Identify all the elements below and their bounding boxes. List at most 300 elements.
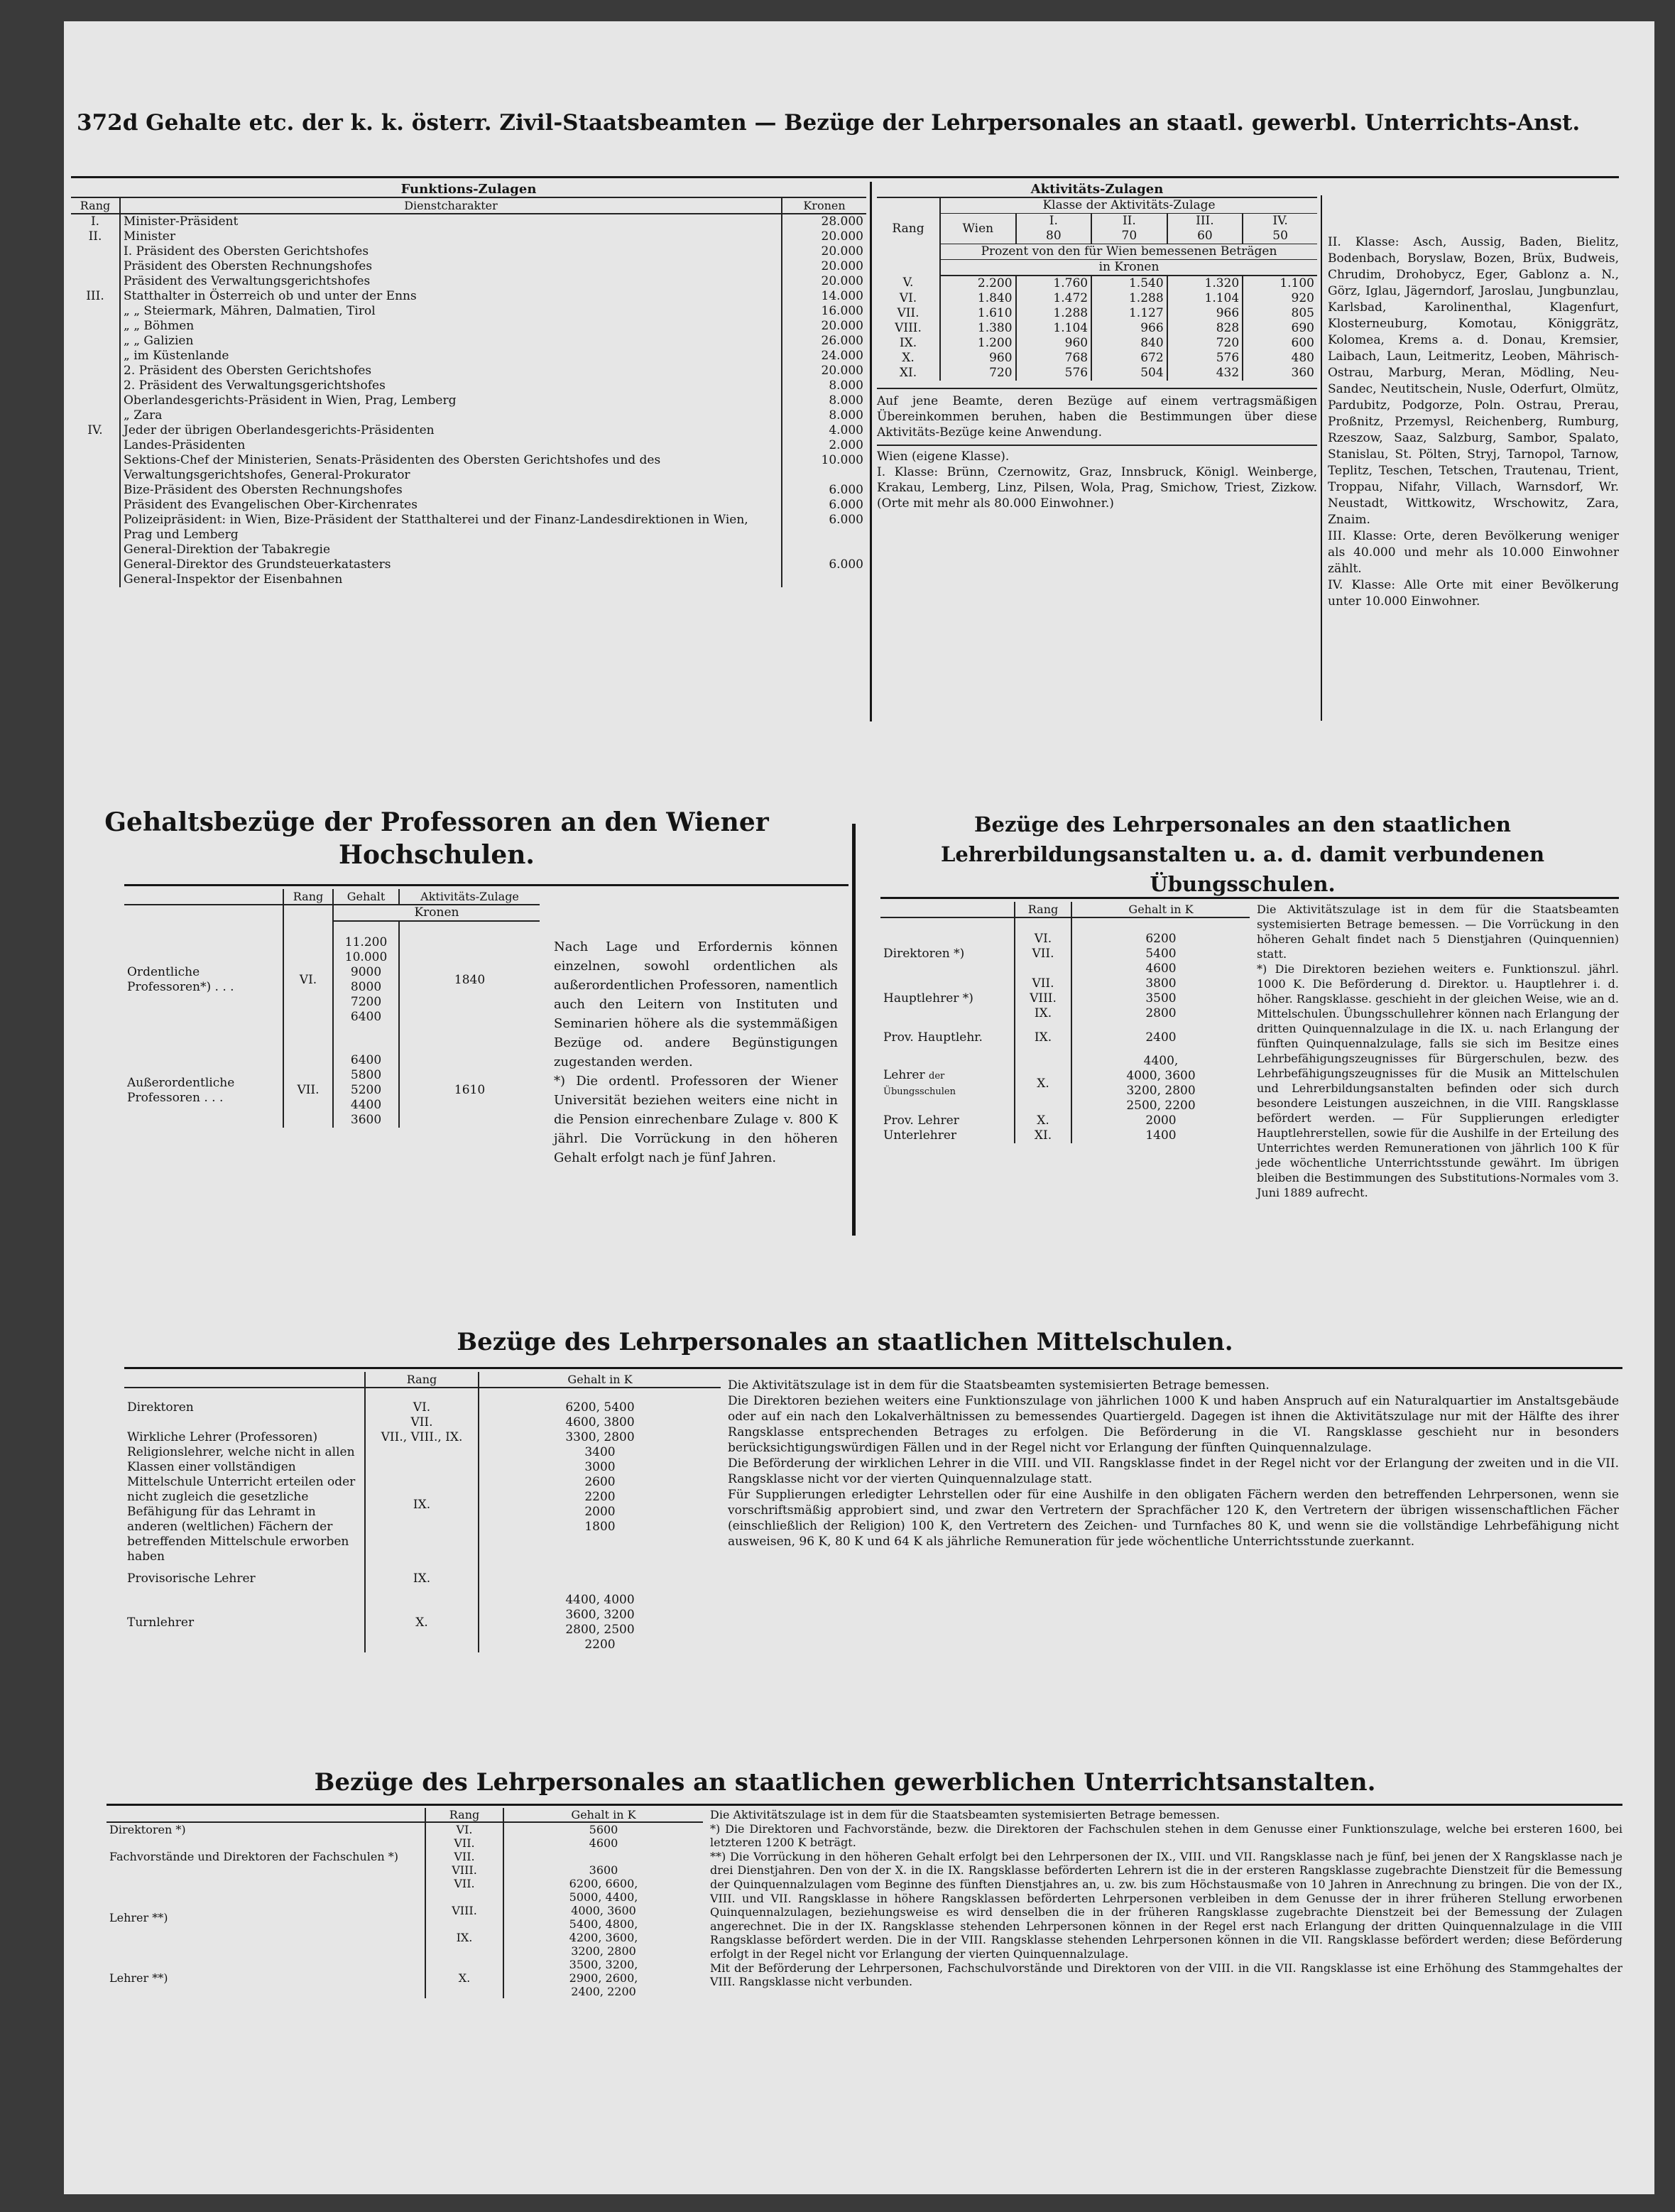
akt-value-cell: 966 [1091, 321, 1167, 336]
dienst-cell: Landes-Präsidenten [120, 438, 782, 453]
akt-value-cell: 432 [1167, 366, 1243, 381]
rang-cell [71, 438, 120, 453]
rang-cell [71, 378, 120, 393]
rang-cell [71, 364, 120, 378]
akt-class-4: IV. [1243, 214, 1317, 229]
table-row [71, 334, 866, 349]
rang-cell [71, 572, 120, 587]
kronen-cell [782, 572, 866, 587]
lba-dir-val: 5400 [1145, 947, 1177, 961]
mittel-religion-val: 2200 [584, 1490, 616, 1504]
mittel-turn-val: 4400, 4000 [565, 1593, 635, 1607]
gewerb-rows [107, 1822, 703, 1877]
mittel-rang-cell: VII. [365, 1415, 479, 1430]
lba-prov-haupt-rang: IX. [1015, 1021, 1071, 1054]
gewerb-col-rang: Rang [425, 1808, 503, 1822]
prof-ord-val: 6400 [350, 1010, 382, 1024]
table-row [107, 1850, 703, 1863]
mittel-val-cell: 4600, 3800 [479, 1415, 721, 1430]
dienst-cell: Minister-Präsident [120, 214, 782, 229]
lba-prov-haupt: Prov. Hauptlehr. [883, 1030, 983, 1045]
lba-title: Bezüge des Lehrpersonales an den staatlichen Lehrerbildungsanstalten u. a. d. damit verbundenen Übungsschulen. [940, 812, 1545, 896]
rang-cell [71, 453, 120, 483]
lba-prov-haupt-val: 2400 [1071, 1021, 1250, 1054]
prof-aord-val: 5200 [350, 1083, 382, 1097]
rang-cell [71, 349, 120, 364]
lba-notes [1257, 902, 1619, 1200]
lba-prov-lehrer-rang: X. [1037, 1113, 1049, 1128]
akt-value-cell: 2.200 [940, 276, 1016, 291]
lba-prov-lehrer-val: 2000 [1145, 1113, 1177, 1128]
akt-value-cell: 768 [1016, 351, 1092, 366]
akt-class-2: II. [1091, 214, 1167, 229]
akt-value-cell: 828 [1167, 321, 1243, 336]
lba-col-gehalt: Gehalt in K [1071, 902, 1250, 917]
gewerb-lehrer2: Lehrer **) [109, 1971, 168, 1985]
dienst-cell: „ „ Steiermark, Mähren, Dalmatien, Tirol [120, 304, 782, 319]
prof-ord-gehalt [333, 935, 399, 1025]
dienst-cell: Sektions-Chef der Ministerien, Senats-Präsidenten des Obersten Gerichtshofes und des Verwaltungsgerichtshofes, General-Prokurator [120, 453, 782, 483]
lba-lehrer-val: 4400, [1143, 1054, 1179, 1068]
rang-cell [71, 557, 120, 572]
lba-rule [880, 897, 1619, 899]
gewerb-lehrer1-val: 5000, 4400, [569, 1890, 638, 1904]
gewerb-lehrer1: Lehrer **) [109, 1910, 168, 1924]
mittel-note1: Die Aktivitätszulage ist in dem für die Staatsbeamten systemisierten Betrage bemessen. [728, 1378, 1270, 1393]
gewerb-val-cell: 5600 [503, 1822, 703, 1836]
gewerb-lehrer1-rang: VIII. [452, 1904, 477, 1917]
prof-table [124, 889, 540, 1128]
lba-dir-val: 6200 [1145, 932, 1177, 946]
header-rule [71, 176, 1619, 178]
mittel-label-cell [124, 1415, 365, 1430]
akt-prozent: Prozent von den für Wien bemessenen Beträgen [940, 244, 1317, 260]
lba-haupt-val: 3500 [1145, 991, 1177, 1006]
gewerb-lehrer2-val: 3500, 3200, [569, 1958, 638, 1971]
akt-wien-label: Wien [940, 214, 1016, 244]
dienst-cell: Präsident des Verwaltungsgerichtshofes [120, 274, 782, 289]
gewerb-label-cell: Direktoren *) [109, 1823, 186, 1836]
table-row [71, 364, 866, 378]
table-row [124, 1400, 721, 1415]
akt-value-cell: 1.840 [940, 291, 1016, 306]
rang-cell [71, 513, 120, 543]
rang-cell [71, 498, 120, 513]
kronen-cell: 14.000 [782, 289, 866, 304]
table-row [107, 1863, 703, 1877]
akt-wien-4: 50 [1243, 229, 1317, 244]
dienst-cell: General-Direktor des Grundsteuerkatasters [120, 557, 782, 572]
dienst-cell: Jeder der übrigen Oberlandesgerichts-Präsidenten [120, 423, 782, 438]
dienst-cell: „ Zara [120, 408, 782, 423]
gewerb-lehrer1-val: 6200, 6600, [569, 1877, 638, 1890]
lba-dir-rang: VII. [1032, 947, 1054, 961]
akt-value-cell: 1.127 [1091, 306, 1167, 321]
dienst-cell: Präsident des Evangelischen Ober-Kirchenrates [120, 498, 782, 513]
gewerb-note1: Die Aktivitätszulage ist in dem für die Staatsbeamten systemisierten Betrage bemessen. [710, 1808, 1220, 1821]
kronen-cell: 4.000 [782, 423, 866, 438]
akt-rows [877, 276, 1317, 381]
akt-value-cell: 1.200 [940, 336, 1016, 351]
dienst-cell: „ „ Böhmen [120, 319, 782, 334]
lba-lehrer-val: 3200, 2800 [1126, 1084, 1196, 1098]
akt-rang-cell: XI. [899, 366, 917, 380]
kronen-cell: 20.000 [782, 319, 866, 334]
akt-wien-3: 60 [1167, 229, 1243, 244]
lba-dir-val: 4600 [1145, 961, 1177, 976]
kronen-cell: 20.000 [782, 364, 866, 378]
mittel-val-cell: 3300, 2800 [479, 1430, 721, 1445]
table-row [71, 438, 866, 453]
akt-wien-1: 80 [1016, 229, 1092, 244]
mittel-religion-val: 1800 [584, 1520, 616, 1534]
kronen-cell: 20.000 [782, 259, 866, 274]
prof-ord-val: 10.000 [344, 950, 388, 964]
mittel-religion-val: 3000 [584, 1460, 616, 1474]
akt-klasse2: II. Klasse: Asch, Aussig, Baden, Bielitz, Bodenbach, Boryslaw, Bozen, Brüx, Budweis, Chrudim, Drohobycz, Eger, Gablonz a. N., Görz, Iglau, Jägerndorf, Jaroslau, Jungbunzlau, Karlsbad, Karolinenthal, Klagenfurt, Klosterneuburg, Komotau, Königgrätz, Kolomea, Krems a. d. Donau, Kremsier, Laibach, Laun, Leitmeritz, Leoben, Mährisch-Ostrau, Marburg, Meran, Mödling, Neu-Sandec, Neutitschein, Nusle, Oderfurt, Olmütz, Pardubitz, Podgorze, Poln. Ostrau, Prerau, Proßnitz, Przemysl, Reichenberg, Rumburg, Rzeszow, Saaz, Salzburg, Sambor, Spalato, Stanislau, St. Pölten, Stryj, Tarnopol, Tarnow, Teplitz, Teschen, Tetschen, Trautenau, Trient, Troppau, Nifahr, Villach, Warnsdorf, Wr. Neustadt, Wittkowitz, Wrschowitz, Zara, Znaim. [1328, 235, 1619, 527]
gewerb-title: Bezüge des Lehrpersonales an staatlichen gewerblichen Unterrichtsanstalten. [314, 1768, 1376, 1797]
table-row [71, 378, 866, 393]
prof-ord-aktiv: 1840 [399, 935, 540, 1025]
rang-cell: II. [88, 229, 102, 244]
dienst-cell: General-Inspektor der Eisenbahnen [120, 572, 782, 587]
gewerb-lehrer1-rang: VII. [454, 1877, 475, 1890]
rang-cell: I. [90, 214, 100, 229]
lba-haupt-rang: VIII. [1030, 991, 1057, 1006]
lba-prov-lehrer-val: 1400 [1145, 1128, 1177, 1143]
prof-col-aktiv: Aktivitäts-Zulage [399, 889, 540, 905]
akt-note: Auf jene Beamte, deren Bezüge auf einem vertragsmäßigen Übereinkommen beruhen, haben die Bestimmungen über diese Aktivitäts-Bezüge keine Anwendung. [877, 388, 1317, 440]
table-row [71, 393, 866, 408]
table-row [124, 1415, 721, 1430]
kronen-cell: 20.000 [782, 274, 866, 289]
mittel-turn-val: 3600, 3200 [565, 1608, 635, 1622]
mittel-note3: Die Beförderung der wirklichen Lehrer in die VIII. und VII. Rangsklasse findet in der Regel nicht vor der Erlangung der zweiten und in die VII. Rangsklasse nicht vor der vierten Quinquennalzulage statt. [728, 1456, 1619, 1486]
akt-value-cell: 720 [1167, 336, 1243, 351]
akt-klasse-header: Klasse der Aktivitäts-Zulage [940, 198, 1317, 214]
akt-klasse1: I. Klasse: Brünn, Czernowitz, Graz, Innsbruck, Königl. Weinberge, Krakau, Lemberg, Linz, Pilsen, Wola, Prag, Smichow, Triest, Zizkow. (Orte mit mehr als 80.000 Einwohner.) [877, 465, 1317, 511]
akt-rang-cell: V. [902, 276, 914, 290]
kronen-cell: 16.000 [782, 304, 866, 319]
kronen-cell: 20.000 [782, 244, 866, 259]
akt-rang-cell: VII. [897, 306, 920, 320]
table-row [71, 319, 866, 334]
page-header: 372d Gehalte etc. der k. k. österr. Zivil-Staatsbeamten — Bezüge der Lehrpersonales an staatl. gewerbl. Unterrichts-Anst. [77, 110, 1581, 136]
gewerb-rang-cell: VI. [425, 1822, 503, 1836]
lba-lehrer-rang: X. [1015, 1054, 1071, 1113]
akt-wien-2: 70 [1091, 229, 1167, 244]
rang-cell: III. [86, 289, 104, 303]
akt-value-cell: 576 [1167, 351, 1243, 366]
gewerb-lehrer2-val: 2400, 2200 [571, 1985, 636, 1998]
gewerb-lehrer2-rang: X. [425, 1958, 503, 1998]
gewerb-rang-cell: VII. [425, 1850, 503, 1863]
lba-hauptlehrer: Hauptlehrer *) [883, 991, 973, 1006]
akt-value-cell: 600 [1243, 336, 1317, 351]
kronen-cell: 24.000 [782, 349, 866, 364]
mittel-label-cell: Wirkliche Lehrer (Professoren) [127, 1430, 318, 1444]
table-row [877, 321, 1317, 336]
mittel-notes [728, 1378, 1619, 1549]
mittel-turn-val: 2800, 2500 [565, 1623, 635, 1637]
dienst-cell: Präsident des Obersten Rechnungshofes [120, 259, 782, 274]
gewerb-table [107, 1808, 703, 1998]
funktions-rows [71, 214, 866, 587]
lba-table [880, 902, 1250, 1143]
kronen-cell: 28.000 [782, 214, 866, 229]
prof-ord-label: Ordentliche Professoren*) . . . [127, 965, 234, 994]
prof-note2: *) Die ordentl. Professoren der Wiener Universität beziehen weiters eine nicht in die Pension einrechenbare Zulage v. 800 K jährl. Die Vorrückung in den höheren Gehalt erfolgt nach je fünf Jahren. [554, 1074, 838, 1165]
prof-aord-val: 4400 [350, 1098, 382, 1112]
lba-prov-lehrer: Prov. Lehrer Unterlehrer [883, 1113, 959, 1143]
prof-aord-aktiv: 1610 [399, 1053, 540, 1128]
vertical-divider [870, 182, 872, 721]
gewerb-val-cell [503, 1850, 703, 1863]
lba-haupt-rang: VII. [1032, 976, 1054, 991]
prof-col-kronen: Kronen [333, 905, 540, 921]
akt-value-cell: 1.610 [940, 306, 1016, 321]
table-row [877, 366, 1317, 381]
prof-col-gehalt: Gehalt [333, 889, 399, 905]
akt-value-cell: 840 [1091, 336, 1167, 351]
section-divider [852, 824, 856, 1236]
prof-notes [554, 937, 838, 1167]
dienst-cell: Polizeipräsident: in Wien, Bize-Präsident der Statthalterei und der Finanz-Landesdirektionen in Wien, Prag und Lemberg [120, 513, 782, 543]
prof-ord-val: 11.200 [344, 935, 388, 949]
prof-note: Nach Lage und Erfordernis können einzelnen, sowohl ordentlichen als außerordentlichen Professoren, namentlich auch den Leitern von Instituten und Seminarien höhere als die systemmäßigen Bezüge od. andere Begünstigungen zugestanden werden. [554, 939, 838, 1069]
rang-cell [71, 259, 120, 274]
dienst-cell: 2. Präsident des Obersten Gerichtshofes [120, 364, 782, 378]
kronen-cell: 6.000 [782, 483, 866, 498]
dienst-cell: „ „ Galizien [120, 334, 782, 349]
mittel-rang-cell: VII., VIII., IX. [365, 1430, 479, 1445]
table-row [107, 1822, 703, 1836]
lba-col-rang: Rang [1015, 902, 1071, 917]
mittel-provisorisch: Provisorische Lehrer [127, 1571, 256, 1586]
akt-value-cell: 920 [1243, 291, 1317, 306]
gewerb-lehrer1-val: 3200, 2800 [571, 1944, 636, 1958]
prof-ord-val: 8000 [350, 980, 382, 994]
prof-title: Gehaltsbezüge der Professoren an den Wiener Hochschulen. [104, 807, 769, 870]
col-dienstcharakter: Dienstcharakter [120, 198, 782, 214]
dienst-cell: 2. Präsident des Verwaltungsgerichtshofes [120, 378, 782, 393]
mittel-turn-val: 2200 [584, 1638, 616, 1652]
mittel-rows [124, 1400, 721, 1445]
rang-cell: IV. [87, 423, 103, 437]
akt-klasse3: III. Klasse: Orte, deren Bevölkerung weniger als 40.000 und mehr als 10.000 Einwohner zählt. [1328, 529, 1619, 576]
table-row [71, 513, 866, 543]
gewerb-label-cell [107, 1863, 425, 1877]
kronen-cell: 8.000 [782, 408, 866, 423]
rang-cell [71, 244, 120, 259]
kronen-cell: 6.000 [782, 498, 866, 513]
table-row [71, 229, 866, 244]
gewerb-rang-cell: VII. [425, 1836, 503, 1850]
mittel-note2: Die Direktoren beziehen weiters eine Funktionszulage von jährlichen 1000 K und haben Anspruch auf ein Naturalquartier im Anstaltsgebäude oder auf ein nach den Lokalverhältnissen zu bemessendes Quartiergeld. Dagegen ist ihnen die Aktivitätszulage nur mit der Hälfte des ihrer Rangsklasse entsprechenden Betrages zu erfolgen. Die Beförderung in die VI. Rangsklasse geschieht nur in besonders berücksichtigungswürdigen Fällen und in der Regel nicht vor Erlangung der fünften Quinquennalzulage. [728, 1394, 1619, 1455]
akt-value-cell: 805 [1243, 306, 1317, 321]
rang-cell [71, 393, 120, 408]
dienst-cell: „ im Küstenlande [120, 349, 782, 364]
prof-aord-rang: VII. [283, 1053, 333, 1128]
table-row [71, 498, 866, 513]
dienst-cell: Oberlandesgerichts-Präsident in Wien, Prag, Lemberg [120, 393, 782, 408]
akt-value-cell: 960 [1016, 336, 1092, 351]
rang-cell [71, 483, 120, 498]
table-row [877, 306, 1317, 321]
akt-rang-cell: VIII. [895, 321, 922, 335]
gewerb-rule [107, 1804, 1622, 1806]
gewerb-note4: Mit der Beförderung der Lehrpersonen, Fachschulvorstände und Direktoren von der VIII. in die VII. Rangsklasse ist eine Erhöhung des Stammgehaltes der VIII. Rangsklasse nicht verbunden. [710, 1961, 1622, 1989]
akt-value-cell: 1.540 [1091, 276, 1167, 291]
col-kronen: Kronen [782, 198, 866, 214]
akt-value-cell: 672 [1091, 351, 1167, 366]
gewerb-rang-cell: VIII. [425, 1863, 503, 1877]
page [64, 21, 1654, 2194]
gewerb-lehrer2-val: 2900, 2600, [569, 1971, 638, 1985]
funktions-title: Funktions-Zulagen [71, 182, 866, 198]
prof-ord-val: 9000 [350, 965, 382, 979]
akt-value-cell: 1.288 [1016, 306, 1092, 321]
rang-cell [71, 274, 120, 289]
dienst-cell: I. Präsident des Obersten Gerichtshofes [120, 244, 782, 259]
rang-cell [71, 543, 120, 557]
akt-value-cell: 1.380 [940, 321, 1016, 336]
table-row [71, 304, 866, 319]
prof-aord-gehalt [333, 1053, 399, 1128]
rang-cell [71, 408, 120, 423]
gewerb-note3: **) Die Vorrückung in den höheren Gehalt erfolgt bei den Lehrpersonen der IX., VIII. und VII. Rangsklasse nach je fünf, bei jenen der X Rangsklasse nach je drei Dienstjahren. Den von der X. in die IX. Rangsklasse beförderten Lehrern ist die in der ersteren Rangsklasse zugebrachte Dienstzeit für die Bemessung der Quinquennalzulagen vom Beginne des fünften Dienstjahres an, u. zw. bis zum Höchstausmaße von 10 Jahren in Anrechnung zu bringen. Die von der IX., VIII. und VII. Rangsklasse in höhere Rangsklassen beförderten Lehrpersonen verbleiben in dem Genusse der in ihrer früheren Stellung erworbenen Quinquennalzulagen, beziehungsweise es wird denselben die in der früheren Rangsklasse zugebrachte Dienstzeit bei der Bemessung der Zulagen angerechnet. Die in der IX. Rangsklasse stehenden Lehrpersonen können in der Regel erst nach Erlangung der dritten Quinquennalzulage in die VIII Rangsklasse befördert werden. Die in der VIII. Rangsklasse stehenden Lehrpersonen können in die VII. Rangsklasse befördert werden; diese Beförderung erfolgt in der Regel nicht vor Erlangung der vierten Quinquennalzulage. [710, 1849, 1622, 1961]
mittel-prov-rang: IX. [365, 1564, 479, 1593]
akt-klassen-list [1328, 234, 1619, 610]
kronen-cell: 6.000 [782, 513, 866, 543]
akt-value-cell: 480 [1243, 351, 1317, 366]
akt-rang-cell: X. [902, 351, 915, 365]
lba-prov-lehrer-rang: XI. [1034, 1128, 1052, 1143]
gewerb-lehrer1-rang: IX. [456, 1931, 473, 1944]
mittel-rang-cell: VI. [365, 1400, 479, 1415]
table-row [877, 336, 1317, 351]
rang-cell [71, 304, 120, 319]
table-row [71, 289, 866, 304]
mittel-col-gehalt: Gehalt in K [479, 1372, 721, 1388]
mittel-table [124, 1372, 721, 1652]
akt-rang-label: Rang [892, 221, 924, 236]
table-row [877, 291, 1317, 306]
lba-haupt-rang: IX. [1034, 1006, 1052, 1020]
kronen-cell: 20.000 [782, 229, 866, 244]
table-row [71, 274, 866, 289]
table-row [124, 1430, 721, 1445]
lba-haupt-val: 2800 [1145, 1006, 1177, 1020]
akt-value-cell: 1.760 [1016, 276, 1092, 291]
mittel-label-cell: Direktoren [127, 1400, 194, 1415]
mittel-col-rang: Rang [365, 1372, 479, 1388]
mittel-turn-rang: X. [365, 1593, 479, 1652]
kronen-cell: 10.000 [782, 453, 866, 483]
gewerb-val-cell: 4600 [503, 1836, 703, 1850]
akt-value-cell: 960 [940, 351, 1016, 366]
table-row [71, 244, 866, 259]
akt-in-kronen: in Kronen [940, 260, 1317, 276]
akt-value-cell: 360 [1243, 366, 1317, 381]
kronen-cell: 8.000 [782, 393, 866, 408]
col-rang: Rang [71, 198, 120, 214]
gewerb-lehrer1-val: 5400, 4800, [569, 1917, 638, 1931]
kronen-cell: 6.000 [782, 557, 866, 572]
prof-aord-label: Außerordentliche Professoren . . . [127, 1075, 235, 1105]
dienst-cell: General-Direktion der Tabakregie [120, 543, 782, 557]
rang-cell [71, 334, 120, 349]
lba-direktoren: Direktoren *) [883, 947, 965, 961]
prof-aord-val: 6400 [350, 1053, 382, 1067]
table-row [71, 572, 866, 587]
prof-aord-val: 5800 [350, 1068, 382, 1082]
table-row [71, 423, 866, 438]
akt-value-cell: 966 [1167, 306, 1243, 321]
gewerb-label-cell: Fachvorstände und Direktoren der Fachschulen *) [109, 1850, 398, 1863]
kronen-cell: 26.000 [782, 334, 866, 349]
table-row [71, 557, 866, 572]
gewerb-note2: *) Die Direktoren und Fachvorstände, bezw. die Direktoren der Fachschulen stehen in dem Genusse einer Funktionszulage, welche bei ersteren 1600, bei letzteren 1200 K beträgt. [710, 1821, 1622, 1850]
akt-value-cell: 1.472 [1016, 291, 1092, 306]
table-row [71, 214, 866, 229]
kronen-cell: 2.000 [782, 438, 866, 453]
gewerb-col-gehalt: Gehalt in K [503, 1808, 703, 1822]
mittel-rule [124, 1367, 1622, 1369]
akt-value-cell: 1.104 [1167, 291, 1243, 306]
table-row [71, 408, 866, 423]
table-row [877, 351, 1317, 366]
prof-col-rang: Rang [283, 889, 333, 905]
lba-uebung: der Übungsschulen [883, 1071, 956, 1097]
aktivitaets-title: Aktivitäts-Zulagen [877, 182, 1317, 198]
akt-value-cell: 1.288 [1091, 291, 1167, 306]
akt-rang-cell: IX. [899, 336, 917, 350]
lba-lehrer: Lehrer [883, 1068, 925, 1082]
dienst-cell: Minister [120, 229, 782, 244]
lba-dir-rang: VI. [1034, 932, 1052, 946]
akt-value-cell: 1.104 [1016, 321, 1092, 336]
gewerb-lehrer1-val: 4200, 3600, [569, 1931, 638, 1944]
mittel-val-cell: 6200, 5400 [479, 1400, 721, 1415]
prof-rule [124, 884, 849, 886]
lba-note1: Die Aktivitätszulage ist in dem für die Staatsbeamten systemisierten Betrage bemessen. — Die Vorrückung in den höheren Gehalt findet nach 5 Dienstjahren (Quinquennien) statt. [1257, 903, 1619, 961]
mittel-religion-rang: IX. [365, 1445, 479, 1564]
table-row [71, 543, 866, 557]
lba-note2: *) Die Direktoren beziehen weiters e. Funktionszul. jährl. 1000 K. Die Beförderung d. Direktor. u. Hauptlehrer i. d. höher. Rangsklasse. geschieht in der gleichen Weise, wie an d. Mittelschulen. Übungsschullehrer können nach Erlangung der dritten Quinquennalzulage in die IX. u. nach Erlangung der fünften Quinquennalzulage, falls sie sich im Besitze eines Lehrbefähigungszeugnisses für Bürgerschulen, bezw. des Lehrbefähigungszeugnisses für die Musik an Mittelschulen und Lehrerbildungsanstalten befinden oder sich durch besondere Leistungen auszeichnen, in die VIII. Rangsklasse befördert werden. — Für Supplierungen erledigter Hauptlehrerstellen, sowie für die Aushilfe in der Erteilung des Unterrichtes werden Remunerationen von jährlich 100 K für jede wöchentliche Unterrichtsstunde gewährt. Im übrigen bleiben die Bestimmungen des Substitutions-Normales vom 3. Juni 1889 aufrecht. [1257, 962, 1619, 1199]
prof-aord-val: 3600 [350, 1113, 382, 1127]
akt-value-cell: 690 [1243, 321, 1317, 336]
mittel-title: Bezüge des Lehrpersonales an staatlichen Mittelschulen. [457, 1328, 1233, 1356]
akt-class-1: I. [1016, 214, 1092, 229]
akt-value-cell: 576 [1016, 366, 1092, 381]
akt-value-cell: 1.100 [1243, 276, 1317, 291]
akt-klasse4: IV. Klasse: Alle Orte mit einer Bevölkerung unter 10.000 Einwohner. [1328, 578, 1619, 609]
mittel-religion-val: 2000 [584, 1505, 616, 1519]
mittel-religion: Religionslehrer, welche nicht in allen Klassen einer vollständigen Mittelschule Unterricht erteilen oder nicht zugleich die gesetzliche Befähigung für das Lehramt in anderen (weltlichen) Fächern der betreffenden Mittelschule erworben haben [127, 1445, 356, 1564]
akt-wien-klasse: Wien (eigene Klasse). [877, 445, 1317, 464]
akt-value-cell: 504 [1091, 366, 1167, 381]
lba-lehrer-val: 4000, 3600 [1126, 1069, 1196, 1083]
table-row [71, 453, 866, 483]
klassen-divider [1321, 195, 1322, 721]
table-row [107, 1836, 703, 1850]
gewerb-notes [710, 1808, 1622, 1989]
gewerb-label-cell [107, 1836, 425, 1850]
akt-rang-cell: VI. [899, 291, 917, 305]
prof-ord-val: 7200 [350, 995, 382, 1009]
lba-haupt-val: 3800 [1145, 976, 1177, 991]
